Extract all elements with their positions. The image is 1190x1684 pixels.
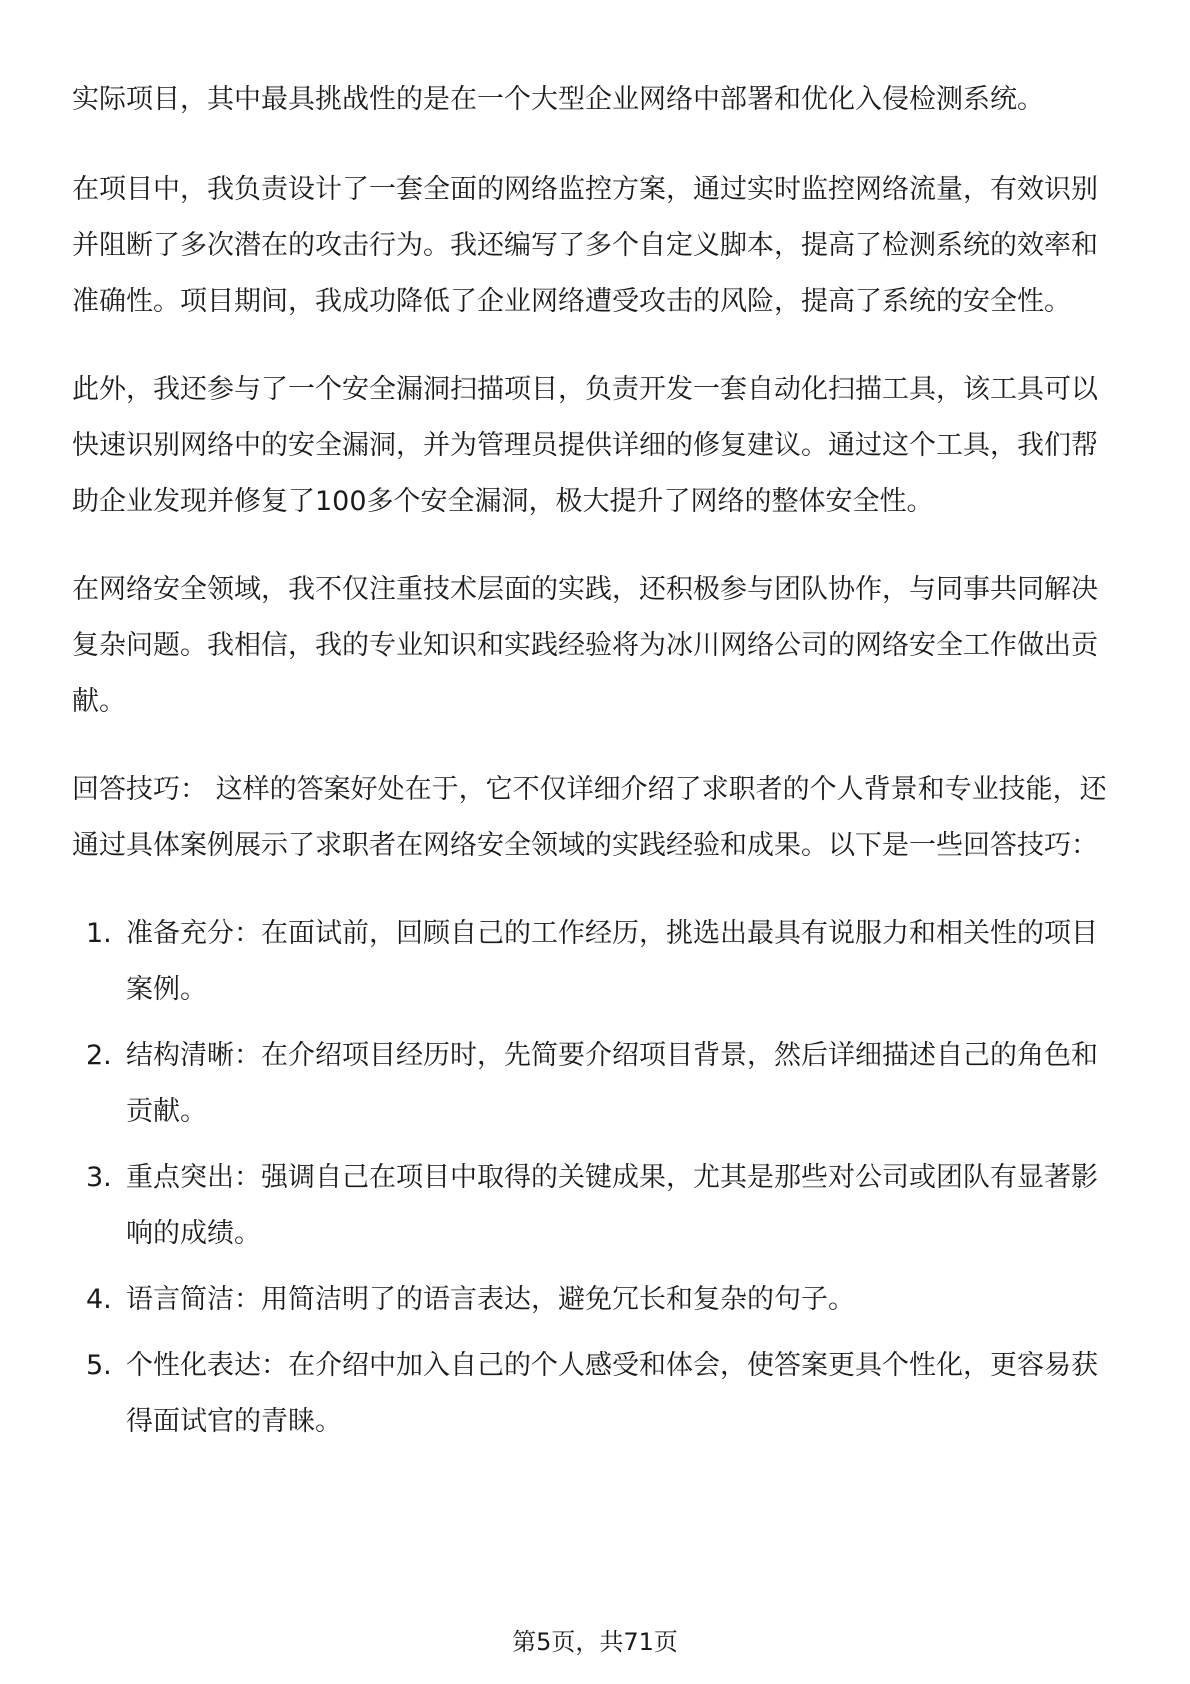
paragraph: 回答技巧： 这样的答案好处在于，它不仅详细介绍了求职者的个人背景和专业技能，还通过具体案例展示了求职者在网络安全领域的实践经验和成果。以下是一些回答技巧： [72, 774, 1107, 861]
list-item [72, 1272, 1122, 1328]
list-number: 2. [86, 1040, 112, 1071]
list-item [72, 906, 1122, 1018]
list-number: 5. [86, 1350, 112, 1381]
list-number: 3. [86, 1162, 112, 1193]
list-item-text: 重点突出：强调自己在项目中取得的关键成果，尤其是那些对公司或团队有显著影响的成绩。 [126, 1162, 1098, 1249]
list-number: 4. [86, 1284, 112, 1315]
list-item-text: 结构清晰：在介绍项目经历时，先简要介绍项目背景，然后详细描述自己的角色和贡献。 [126, 1040, 1098, 1127]
paragraph: 此外，我还参与了一个安全漏洞扫描项目，负责开发一套自动化扫描工具，该工具可以快速识别网络中的安全漏洞，并为管理员提供详细的修复建议。通过这个工具，我们帮助企业发现并修复了100多个安全漏洞，极大提升了网络的整体安全性。 [72, 374, 1098, 517]
tips-list [72, 906, 1122, 1450]
page-content [72, 72, 1122, 1460]
paragraph: 在网络安全领域，我不仅注重技术层面的实践，还积极参与团队协作，与同事共同解决复杂问题。我相信，我的专业知识和实践经验将为冰川网络公司的网络安全工作做出贡献。 [72, 574, 1098, 717]
list-item-text: 个性化表达：在介绍中加入自己的个人感受和体会，使答案更具个性化，更容易获得面试官的青睐。 [126, 1350, 1098, 1437]
page-footer: 第5页，共71页 [512, 1628, 678, 1656]
list-item [72, 1338, 1122, 1450]
list-item [72, 1028, 1122, 1140]
list-item-text: 语言简洁：用简洁明了的语言表达，避免冗长和复杂的句子。 [126, 1284, 855, 1315]
list-item [72, 1150, 1122, 1262]
paragraph: 在项目中，我负责设计了一套全面的网络监控方案，通过实时监控网络流量，有效识别并阻断了多次潜在的攻击行为。我还编写了多个自定义脚本，提高了检测系统的效率和准确性。项目期间，我成功降低了企业网络遭受攻击的风险，提高了系统的安全性。 [72, 174, 1098, 317]
list-number: 1. [86, 918, 112, 949]
paragraph: 实际项目，其中最具挑战性的是在一个大型企业网络中部署和优化入侵检测系统。 [72, 84, 1044, 115]
list-item-text: 准备充分：在面试前，回顾自己的工作经历，挑选出最具有说服力和相关性的项目案例。 [126, 918, 1098, 1005]
